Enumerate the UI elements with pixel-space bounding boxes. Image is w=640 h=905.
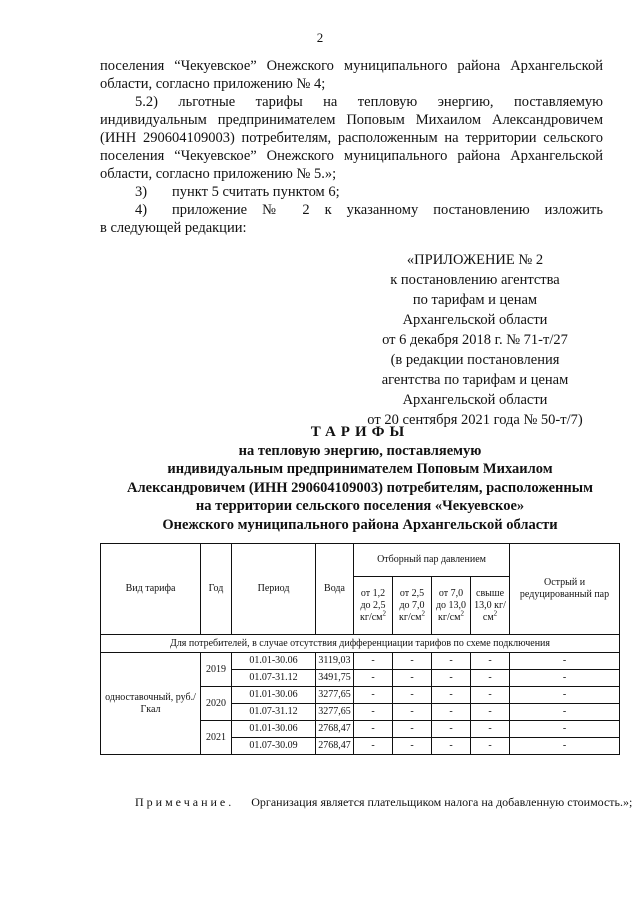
appendix-line: от 6 декабря 2018 г. № 71-т/27 — [382, 332, 568, 348]
sharp-cell: - — [510, 721, 620, 738]
header-period: Период — [232, 544, 316, 635]
steam-cell: - — [432, 704, 471, 721]
tariffs-heading — [60, 423, 640, 534]
water-cell: 3491,75 — [316, 670, 354, 687]
year-cell: 2021 — [201, 721, 232, 755]
header-tariff-type: Вид тарифа — [101, 544, 201, 635]
steam-cell: - — [354, 704, 393, 721]
header-sharp-steam: Острый и редуцированный пар — [510, 544, 620, 635]
appendix-line: Архангельской области — [402, 392, 548, 408]
tariff-table — [100, 543, 620, 755]
steam-cell: - — [354, 670, 393, 687]
heading-line: на тепловую энергию, поставляемую — [238, 442, 482, 459]
steam-cell: - — [432, 670, 471, 687]
body-line-8-text: пункт 5 считать пунктом 6; — [172, 184, 340, 200]
period-cell: 01.01-30.06 — [232, 653, 316, 670]
header-year: Год — [201, 544, 232, 635]
steam-cell: - — [432, 653, 471, 670]
water-cell: 2768,47 — [316, 738, 354, 755]
body-line-9-number: 4) — [135, 202, 148, 218]
note-label: Примечание. — [135, 795, 235, 809]
header-steam-group: Отборный пар давлением — [354, 544, 510, 577]
table-subheader-row — [101, 635, 620, 653]
table-row — [101, 653, 620, 670]
steam-cell: - — [432, 738, 471, 755]
steam-cell: - — [354, 721, 393, 738]
steam-cell: - — [393, 721, 432, 738]
steam-cell: - — [432, 721, 471, 738]
period-cell: 01.01-30.06 — [232, 687, 316, 704]
water-cell: 3277,65 — [316, 687, 354, 704]
steam-cell: - — [471, 738, 510, 755]
steam-cell: - — [354, 738, 393, 755]
steam-cell: - — [432, 687, 471, 704]
note-text: Организация является плательщиком налога на добавленную стоимость.»; — [251, 795, 633, 809]
appendix-line: от 20 сентября 2021 года № 50-т/7) — [367, 412, 583, 428]
body-line-9-text: приложение № 2 к указанному постановлению изложить — [172, 202, 603, 218]
subheader-cell: Для потребителей, в случае отсутствия дифференциации тарифов по схеме подключения — [101, 635, 620, 653]
heading-line: Александровичем (ИНН 290604109003) потребителям, расположенным — [127, 479, 593, 496]
period-cell: 01.07-31.12 — [232, 704, 316, 721]
steam-cell: - — [393, 670, 432, 687]
body-line-10: в следующей редакции: — [100, 220, 247, 236]
body-line-6: поселения “Чекуевское” Онежского муниципального района Архангельской — [100, 148, 603, 164]
steam-cell: - — [354, 653, 393, 670]
water-cell: 3119,03 — [316, 653, 354, 670]
body-line-1: поселения “Чекуевское” Онежского муниципального района Архангельской — [100, 58, 603, 74]
body-line-7: области, согласно приложению № 5.»; — [100, 166, 337, 182]
steam-cell: - — [471, 704, 510, 721]
body-line-8-number: 3) — [135, 184, 148, 200]
appendix-block — [330, 250, 620, 430]
water-cell: 3277,65 — [316, 704, 354, 721]
heading-title: ТАРИФЫ — [310, 424, 410, 440]
header-steam-1: от 1,2 до 2,5 $кг/см^2$ — [354, 577, 393, 635]
appendix-line: по тарифам и ценам — [412, 292, 538, 308]
period-cell: 01.07-30.09 — [232, 738, 316, 755]
steam-cell: - — [471, 687, 510, 704]
page-number: 2 — [316, 30, 324, 45]
steam-cell: - — [354, 687, 393, 704]
period-cell: 01.01-30.06 — [232, 721, 316, 738]
water-cell: 2768,47 — [316, 721, 354, 738]
steam-cell: - — [471, 670, 510, 687]
appendix-line: к постановлению агентства — [390, 272, 560, 288]
header-steam-4: свыше 13,0 $кг/см^2$ — [471, 577, 510, 635]
year-cell: 2020 — [201, 687, 232, 721]
heading-line: Онежского муниципального района Архангельской области — [162, 516, 558, 533]
sharp-cell: - — [510, 738, 620, 755]
steam-cell: - — [393, 738, 432, 755]
sharp-cell: - — [510, 653, 620, 670]
sharp-cell: - — [510, 670, 620, 687]
body-line-3: 5.2) льготные тарифы на тепловую энергию, поставляемую — [135, 94, 603, 110]
appendix-line: «ПРИЛОЖЕНИЕ № 2 — [406, 252, 544, 268]
steam-cell: - — [393, 704, 432, 721]
body-line-4: индивидуальным предпринимателем Поповым Михаилом Александровичем — [100, 112, 603, 128]
body-line-5: (ИНН 290604109003) потребителям, расположенным на территории сельского — [100, 130, 603, 146]
steam-cell: - — [471, 721, 510, 738]
header-steam-2: от 2,5 до 7,0 $кг/см^2$ — [393, 577, 432, 635]
note — [135, 795, 632, 810]
period-cell: 01.07-31.12 — [232, 670, 316, 687]
body-line-2: области, согласно приложению № 4; — [100, 76, 326, 92]
tariff-type-cell: одноставочный, руб./Гкал — [101, 653, 201, 755]
header-water: Вода — [316, 544, 354, 635]
appendix-line: агентства по тарифам и ценам — [381, 372, 569, 388]
steam-cell: - — [393, 653, 432, 670]
heading-line: на территории сельского поселения «Чекуевское» — [195, 498, 525, 514]
appendix-line: Архангельской области — [402, 312, 548, 328]
appendix-line: (в редакции постановления — [390, 352, 560, 368]
heading-line: индивидуальным предпринимателем Поповым Михаилом — [167, 461, 553, 477]
table-header-row — [101, 544, 620, 577]
sharp-cell: - — [510, 704, 620, 721]
steam-cell: - — [393, 687, 432, 704]
year-cell: 2019 — [201, 653, 232, 687]
header-steam-3: от 7,0 до 13,0 $кг/см^2$ — [432, 577, 471, 635]
steam-cell: - — [471, 653, 510, 670]
sharp-cell: - — [510, 687, 620, 704]
